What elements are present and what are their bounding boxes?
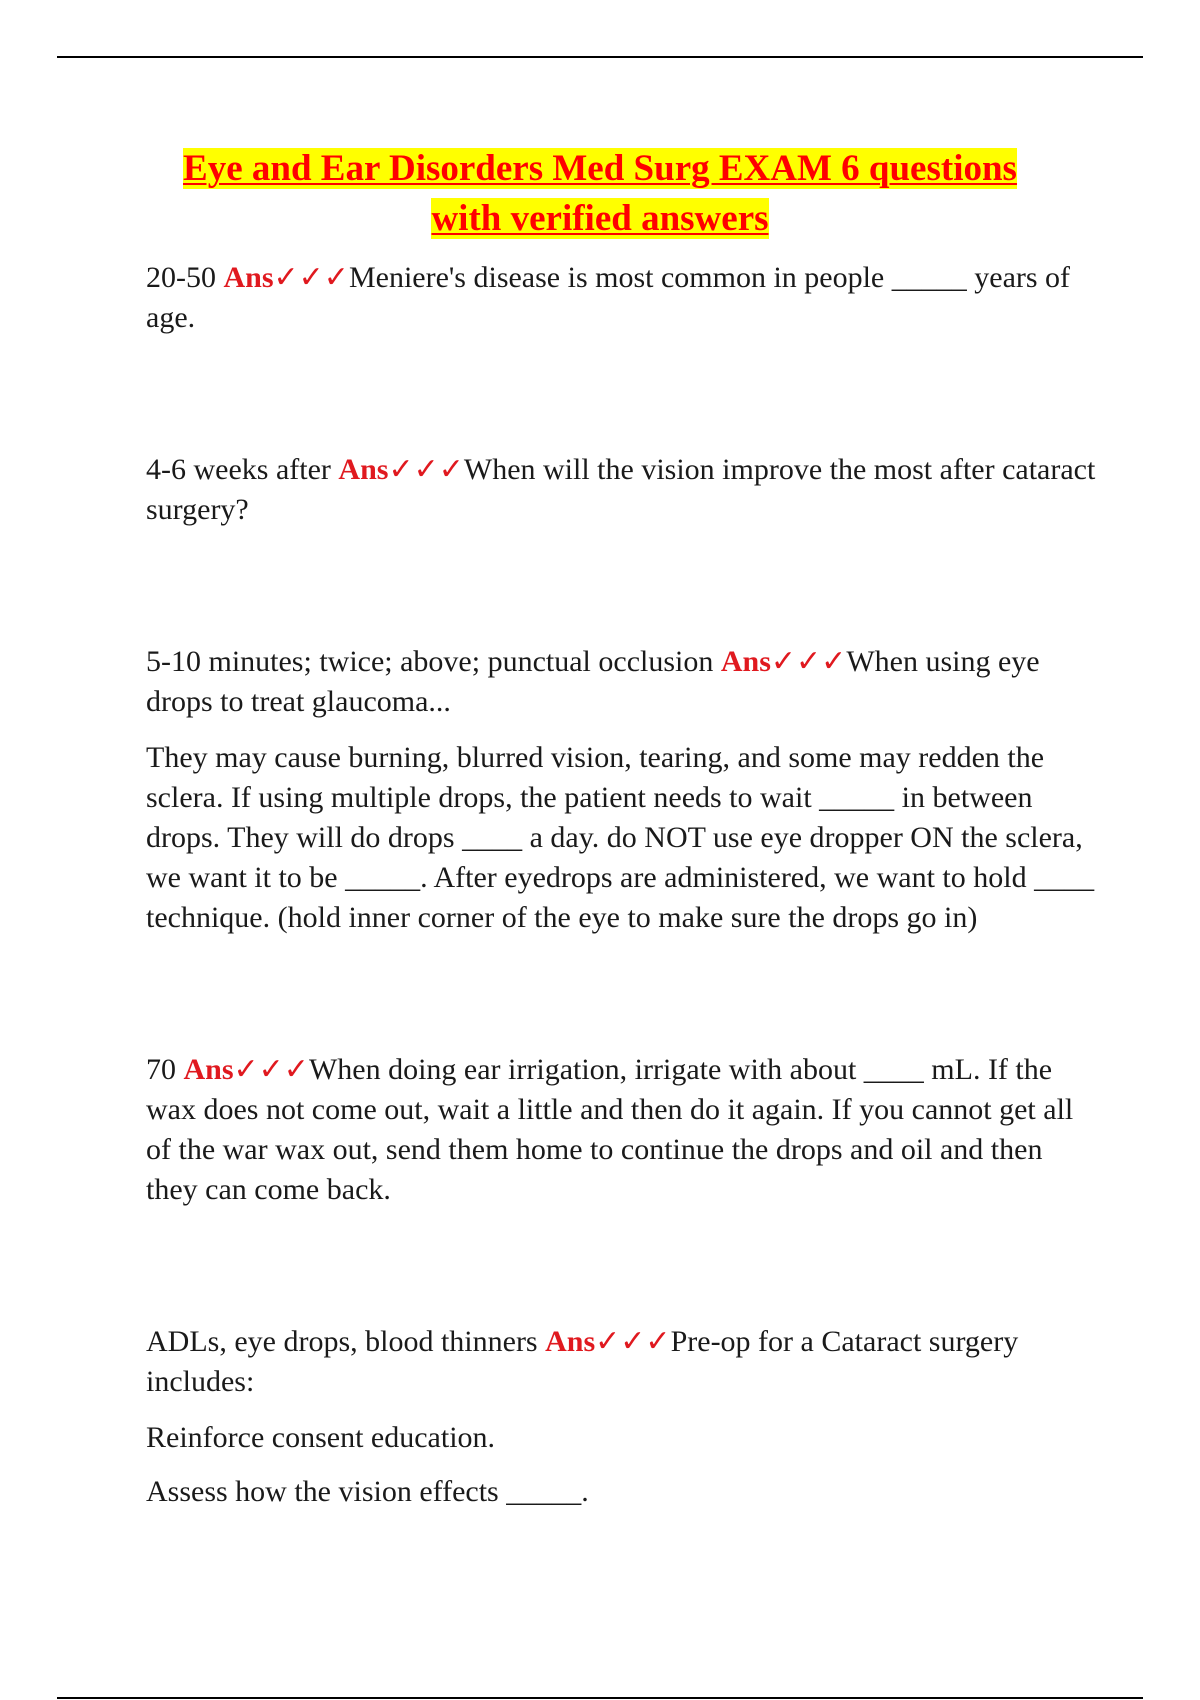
qa-content: [146, 258, 1096, 1512]
checkmarks-icon: ✓✓✓: [595, 1325, 671, 1358]
answer-text: 20-50: [146, 261, 224, 294]
checkmarks-icon: ✓✓✓: [770, 645, 847, 678]
question-text: Meniere's disease is most common in people _____ years of age.: [146, 261, 1071, 334]
explanation-paragraph: They may cause burning, blurred vision, tearing, and some may redden the sclera. If using multiple drops, the patient needs to wait _____ in between drops. They will do drops ____ a day. do NOT use eye dropper ON the sclera, we want it to be _____. After eyedrops are administered, we want to hold ____ technique. (hold inner corner of the eye to make sure the drops go in): [146, 741, 1095, 934]
qa-item: [146, 642, 1096, 722]
bottom-rule: [57, 1697, 1143, 1699]
title-line-2: with verified answers: [431, 198, 769, 239]
qa-item: [146, 1322, 1096, 1402]
title-line-1: Eye and Ear Disorders Med Surg EXAM 6 questions: [183, 148, 1017, 189]
qa-item: [146, 450, 1096, 530]
top-rule: [57, 56, 1143, 58]
answer-text: 4-6 weeks after: [146, 453, 339, 486]
ans-label: Ans: [720, 645, 771, 678]
document-title: [120, 144, 1080, 244]
question-text: Pre-op for a Cataract surgery includes:: [146, 1325, 1019, 1398]
answer-text: ADLs, eye drops, blood thinners: [146, 1325, 546, 1358]
explanation-paragraph: Reinforce consent education.: [146, 1421, 496, 1454]
ans-label: Ans: [223, 261, 274, 294]
checkmarks-icon: ✓✓✓: [233, 1053, 309, 1086]
checkmarks-icon: ✓✓✓: [388, 453, 464, 486]
question-text: When doing ear irrigation, irrigate with about ____ mL. If the wax does not come out, wait a little and then do it again. If you cannot get all of the war wax out, send them home to continue the drops and oil and then they can come back.: [146, 1053, 1074, 1206]
ans-label: Ans: [545, 1325, 596, 1358]
question-text: When using eye drops to treat glaucoma...: [146, 645, 1040, 718]
answer-text: 5-10 minutes; twice; above; punctual occlusion: [146, 645, 721, 678]
explanation-paragraph: Assess how the vision effects _____.: [146, 1475, 589, 1508]
checkmarks-icon: ✓✓✓: [273, 261, 349, 294]
ans-label: Ans: [338, 453, 389, 486]
ans-label: Ans: [183, 1053, 234, 1086]
answer-text: 70: [146, 1053, 184, 1086]
question-text: When will the vision improve the most after cataract surgery?: [146, 453, 1096, 526]
qa-item: [146, 1050, 1096, 1210]
qa-item: [146, 258, 1096, 338]
